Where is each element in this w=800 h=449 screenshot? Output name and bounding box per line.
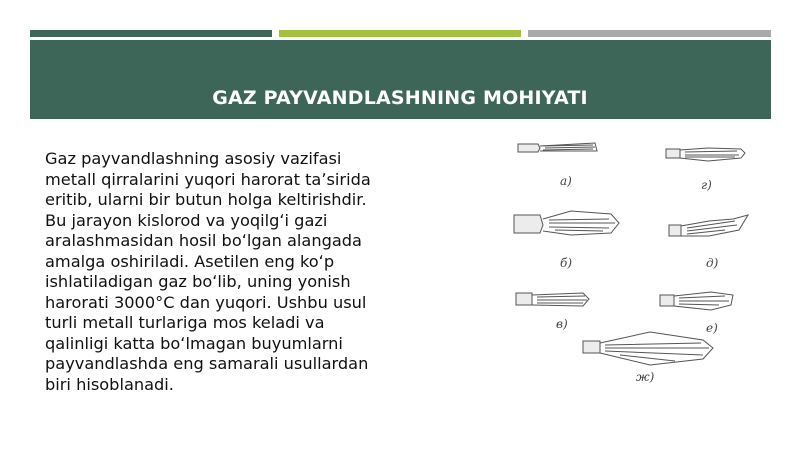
flame-label-d: д) (706, 256, 719, 270)
flame-v-drawing (516, 293, 589, 306)
accent-bar-dark-green (30, 30, 272, 37)
flame-zh-drawing (583, 332, 713, 365)
flame-label-zh: ж) (636, 370, 655, 384)
flame-label-v: в) (556, 317, 568, 331)
slide-body-text: Gaz payvandlashning asosiy vazifasi metall qirralarini yuqori harorat taʼsirida eritib, ularni bir butun holga keltirishdir. Bu jarayon kislorod va yoqilgʻi gazi aralashmasidan hosil boʻlgan alangada amalga oshiriladi. Asetilen eng koʻp ishlatiladigan gaz boʻlib, uning yonish harorati 3000°C dan yuqori. Ushbu usul turli metall turlariga mos keladi va qalinligi katta boʻlmagan buyumlarni payvandlashda eng samarali usullardan biri hisoblanadi. (45, 149, 371, 394)
flame-b-drawing (514, 211, 619, 235)
flame-e-drawing (660, 292, 733, 310)
accent-bar-gray (528, 30, 771, 37)
flame-g-drawing (666, 148, 745, 161)
flame-label-e: е) (706, 321, 718, 335)
flame-label-a: а) (560, 174, 572, 188)
flame-label-g: г) (701, 178, 712, 192)
flame-types-illustration (505, 135, 775, 395)
slide-title: GAZ PAYVANDLASHNING MOHIYATI (212, 87, 588, 109)
flame-d-drawing (669, 215, 748, 236)
accent-bar-light-green (279, 30, 521, 37)
flame-a-drawing (518, 143, 597, 152)
flame-label-b: б) (560, 256, 573, 270)
